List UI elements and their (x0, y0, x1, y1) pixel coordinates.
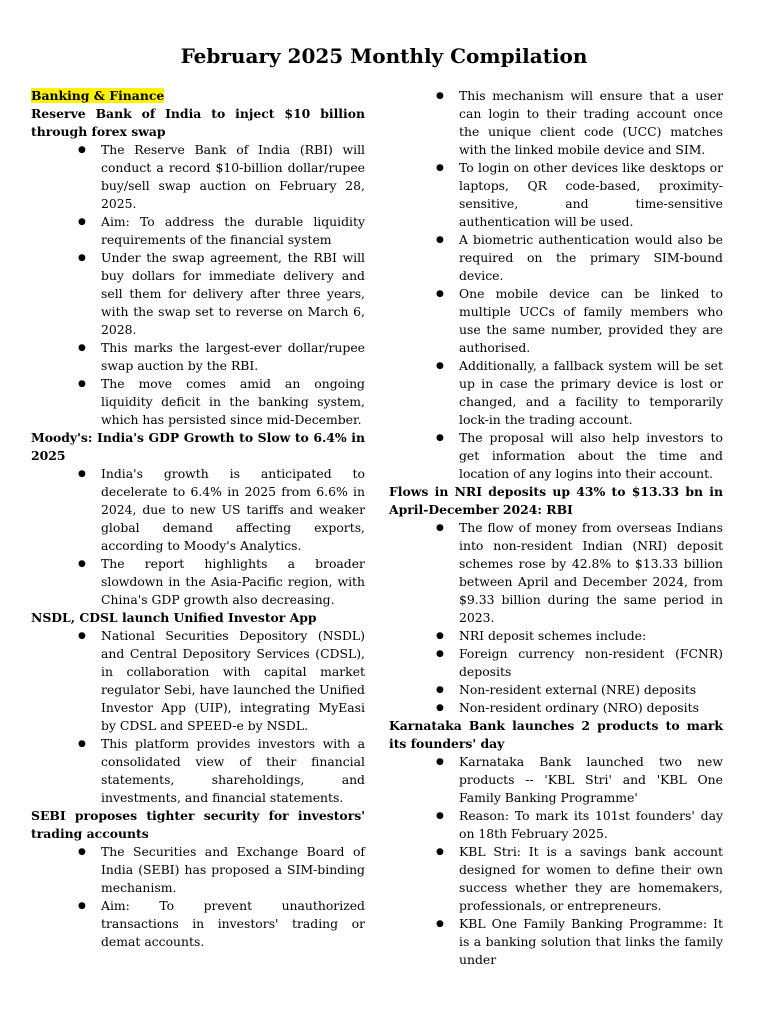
bullet-item: ● Under the swap agreement, the RBI will buy dollars for immediate delivery and sell them for delivery after three years, with the swap set to reverse on March 6, 2028. (31, 249, 365, 339)
bullet-item: ● KBL One Family Banking Programme: It is a banking solution that links the family under (389, 915, 723, 969)
section-label-banking-finance: Banking & Finance (31, 88, 165, 103)
bullet-item: ● Reason: To mark its 101st founders' day on 18th February 2025. (389, 807, 723, 843)
bullet-item: ● This marks the largest-ever dollar/rupee swap auction by the RBI. (31, 339, 365, 375)
section-label-wrap (31, 87, 365, 105)
bullet-item: ● The Reserve Bank of India (RBI) will conduct a record $10-billion dollar/rupee buy/sell swap auction on February 28, 2025. (31, 141, 365, 213)
article-bullets-moodys-gdp (31, 465, 365, 609)
bullet-item: ● Additionally, a fallback system will be set up in case the primary device is lost or changed, and a facility to temporarily lock-in the trading account. (389, 357, 723, 429)
page-title: February 2025 Monthly Compilation (180, 44, 588, 68)
article-heading-nsdl-cdsl: NSDL, CDSL launch Unified Investor App (31, 610, 317, 625)
bullet-item: ● Aim: To prevent unauthorized transactions in investors' trading or demat accounts. (31, 897, 365, 951)
bullet-item: ● NRI deposit schemes include: (389, 627, 723, 645)
article-heading-nri-deposits: Flows in NRI deposits up 43% to $13.33 bn in April-December 2024: RBI (389, 484, 723, 517)
bullet-item: ● The Securities and Exchange Board of India (SEBI) has proposed a SIM-binding mechanism. (31, 843, 365, 897)
bullet-item: ● Karnataka Bank launched two new products -- 'KBL Stri' and 'KBL One Family Banking Programme' (389, 753, 723, 807)
bullet-item: ● To login on other devices like desktops or laptops, QR code-based, proximity-sensitive, and time-sensitive authentication will be used. (389, 159, 723, 231)
bullet-item: ● This mechanism will ensure that a user can login to their trading account once the unique client code (UCC) matches with the linked mobile device and SIM. (389, 87, 723, 159)
article-heading-karnataka-bank: Karnataka Bank launches 2 products to mark its founders' day (389, 718, 723, 751)
bullet-item: ● The flow of money from overseas Indians into non-resident Indian (NRI) deposit schemes rose by 42.8% to $13.33 billion between April and December 2024, from $9.33 billion during the same period in 2023. (389, 519, 723, 627)
bullet-item: ● Non-resident external (NRE) deposits (389, 681, 723, 699)
article-heading-rbi-swap: Reserve Bank of India to inject $10 billion through forex swap (31, 106, 365, 139)
bullet-item: ● The proposal will also help investors to get information about the time and location of any logins into their account. (389, 429, 723, 483)
article-bullets-sebi-continued (389, 87, 723, 483)
article-bullets-nri-deposits (389, 519, 723, 717)
bullet-item: ● Foreign currency non-resident (FCNR) deposits (389, 645, 723, 681)
article-heading-moodys-gdp: Moody's: India's GDP Growth to Slow to 6.4% in 2025 (31, 430, 365, 463)
bullet-item: ● A biometric authentication would also be required on the primary SIM-bound device. (389, 231, 723, 285)
bullet-item: ● Non-resident ordinary (NRO) deposits (389, 699, 723, 717)
bullet-item: ● Aim: To address the durable liquidity requirements of the financial system (31, 213, 365, 249)
bullet-item: ● The report highlights a broader slowdown in the Asia-Pacific region, with China's GDP growth also decreasing. (31, 555, 365, 609)
bullet-item: ● KBL Stri: It is a savings bank account designed for women to define their own success whether they are homemakers, professionals, or entrepreneurs. (389, 843, 723, 915)
bullet-item: ● India's growth is anticipated to decelerate to 6.4% in 2025 from 6.6% in 2024, due to new US tariffs and weaker global demand affecting exports, according to Moody's Analytics. (31, 465, 365, 555)
bullet-item: ● National Securities Depository (NSDL) and Central Depository Services (CDSL), in collaboration with capital market regulator Sebi, have launched the Unified Investor App (UIP), integrating MyEasi by CDSL and SPEED-e by NSDL. (31, 627, 365, 735)
bullet-item: ● This platform provides investors with a consolidated view of their financial statements, shareholdings, and investments, and financial statements. (31, 735, 365, 807)
article-bullets-sebi-security (31, 843, 365, 951)
bullet-item: ● The move comes amid an ongoing liquidity deficit in the banking system, which has persisted since mid-December. (31, 375, 365, 429)
article-bullets-karnataka-bank (389, 753, 723, 969)
article-heading-sebi-security: SEBI proposes tighter security for investors' trading accounts (31, 808, 365, 841)
left-column (31, 87, 365, 951)
article-bullets-nsdl-cdsl (31, 627, 365, 807)
article-bullets-rbi-swap (31, 141, 365, 429)
bullet-item: ● One mobile device can be linked to multiple UCCs of family members who use the same number, provided they are authorised. (389, 285, 723, 357)
right-column (389, 87, 723, 969)
